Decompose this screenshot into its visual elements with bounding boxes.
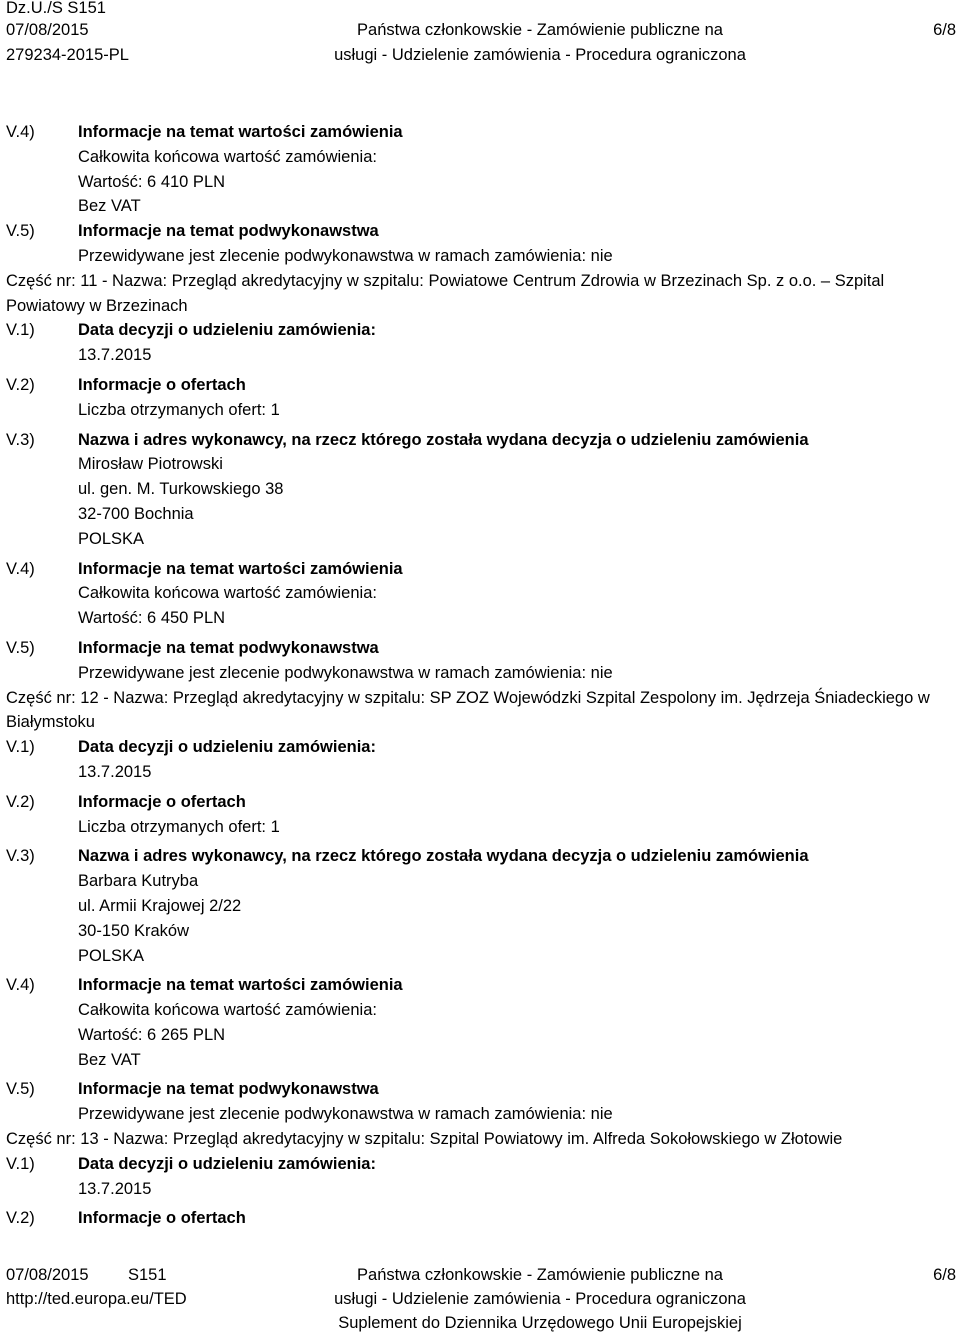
document-body: [0, 120, 960, 1231]
document-number: 279234-2015-PL: [6, 46, 129, 64]
section-v5: [0, 219, 960, 244]
contractor-country: POLSKA: [78, 946, 145, 965]
section-title: Informacje na temat wartości zamówienia: [78, 559, 403, 578]
section-title: Informacje na temat wartości zamówienia: [78, 976, 403, 995]
section-number: V.3): [6, 430, 35, 449]
section-number: V.2): [6, 375, 35, 394]
ted-link[interactable]: http://ted.europa.eu/TED: [6, 1290, 187, 1308]
journal-ref: Dz.U./S S151: [6, 0, 106, 17]
section-v2: [0, 373, 960, 398]
section-v3: [0, 844, 960, 869]
footer-date: 07/08/2015: [6, 1266, 89, 1284]
contractor-city: 30-150 Kraków: [78, 921, 189, 940]
section-title: Informacje na temat podwykonawstwa: [78, 638, 379, 657]
value-amount: Wartość: 6 450 PLN: [78, 609, 226, 628]
section-number: V.1): [6, 321, 35, 340]
subcontracting-text: Przewidywane jest zlecenie podwykonawstwa w ramach zamówienia: nie: [78, 663, 613, 682]
section-title: Nazwa i adres wykonawcy, na rzecz którego została wydana decyzja o udzieleniu zamówienia: [78, 847, 809, 866]
section-v4: [0, 557, 960, 582]
footer-series: S151: [128, 1266, 167, 1284]
section-v1: [0, 1152, 960, 1177]
footer-title-line1: Państwa członkowskie - Zamówienie publiczne na: [357, 1266, 723, 1284]
section-number: V.5): [6, 1080, 35, 1099]
header-title-line1: Państwa członkowskie - Zamówienie publiczne na: [357, 21, 723, 39]
section-title: Informacje na temat podwykonawstwa: [78, 1080, 379, 1099]
section-number: V.1): [6, 738, 35, 757]
section-v5: [0, 1077, 960, 1102]
section-v4: [0, 973, 960, 998]
part-heading: Część nr: 12 - Nazwa: Przegląd akredytacyjny w szpitalu: SP ZOZ Wojewódzki Szpital Zespolony im. Jędrzeja Śniadeckiego w Białymstoku: [6, 688, 930, 732]
offers-count: Liczba otrzymanych ofert: 1: [78, 817, 280, 836]
footer-title-line2: usługi - Udzielenie zamówienia - Procedura ograniczona: [334, 1290, 746, 1308]
section-title: Data decyzji o udzieleniu zamówienia:: [78, 1154, 376, 1173]
section-number: V.2): [6, 792, 35, 811]
part-heading: Część nr: 13 - Nazwa: Przegląd akredytacyjny w szpitalu: Szpital Powiatowy im. Alfreda Sokołowskiego w Złotowie: [6, 1130, 843, 1149]
section-title: Data decyzji o udzieleniu zamówienia:: [78, 738, 376, 757]
section-v5: [0, 636, 960, 661]
decision-date: 13.7.2015: [78, 1179, 152, 1198]
part-heading: Część nr: 11 - Nazwa: Przegląd akredytacyjny w szpitalu: Powiatowe Centrum Zdrowia w Brzezinach Sp. z o.o. – Szpital Powiatowy w Brzezinach: [6, 271, 885, 315]
offers-count: Liczba otrzymanych ofert: 1: [78, 400, 280, 419]
vat-note: Bez VAT: [78, 197, 141, 216]
total-value-label: Całkowita końcowa wartość zamówienia:: [78, 584, 377, 603]
vat-note: Bez VAT: [78, 1050, 141, 1069]
decision-date: 13.7.2015: [78, 762, 152, 781]
total-value-label: Całkowita końcowa wartość zamówienia:: [78, 1001, 377, 1020]
page-footer: [0, 1263, 960, 1334]
page-header: [0, 0, 960, 72]
section-v2: [0, 790, 960, 815]
contractor-street: ul. gen. M. Turkowskiego 38: [78, 480, 284, 499]
section-number: V.1): [6, 1154, 35, 1173]
section-v3: [0, 428, 960, 453]
section-number: V.4): [6, 559, 35, 578]
section-number: V.4): [6, 123, 35, 141]
section-v2: [0, 1206, 960, 1231]
subcontracting-text: Przewidywane jest zlecenie podwykonawstwa w ramach zamówienia: nie: [78, 246, 613, 265]
footer-page-number: 6/8: [933, 1266, 956, 1284]
header-date: 07/08/2015: [6, 21, 89, 39]
section-number: V.5): [6, 638, 35, 657]
contractor-city: 32-700 Bochnia: [78, 504, 194, 523]
contractor-country: POLSKA: [78, 529, 145, 548]
value-amount: Wartość: 6 265 PLN: [78, 1025, 226, 1044]
section-number: V.3): [6, 847, 35, 866]
contractor-street: ul. Armii Krajowej 2/22: [78, 896, 242, 915]
section-v1: [0, 735, 960, 760]
section-title: Informacje o ofertach: [78, 1209, 246, 1228]
section-title: Informacje na temat podwykonawstwa: [78, 222, 379, 241]
section-title: Nazwa i adres wykonawcy, na rzecz którego została wydana decyzja o udzieleniu zamówienia: [78, 430, 809, 449]
contractor-name: Mirosław Piotrowski: [78, 455, 223, 474]
section-v1: [0, 318, 960, 343]
section-number: V.4): [6, 976, 35, 995]
section-v4: [0, 120, 960, 145]
section-title: Informacje o ofertach: [78, 792, 246, 811]
footer-supplement: Suplement do Dziennika Urzędowego Unii Europejskiej: [338, 1314, 742, 1332]
section-number: V.5): [6, 222, 35, 241]
total-value-label: Całkowita końcowa wartość zamówienia:: [78, 147, 377, 166]
value-amount: Wartość: 6 410 PLN: [78, 172, 226, 191]
decision-date: 13.7.2015: [78, 346, 152, 365]
section-title: Informacje o ofertach: [78, 375, 246, 394]
section-number: V.2): [6, 1209, 35, 1228]
contractor-name: Barbara Kutryba: [78, 872, 199, 891]
section-title: Data decyzji o udzieleniu zamówienia:: [78, 321, 376, 340]
header-page-number: 6/8: [933, 21, 956, 39]
subcontracting-text: Przewidywane jest zlecenie podwykonawstwa w ramach zamówienia: nie: [78, 1105, 613, 1124]
section-title: Informacje na temat wartości zamówienia: [78, 123, 403, 141]
header-title-line2: usługi - Udzielenie zamówienia - Procedura ograniczona: [334, 46, 746, 64]
